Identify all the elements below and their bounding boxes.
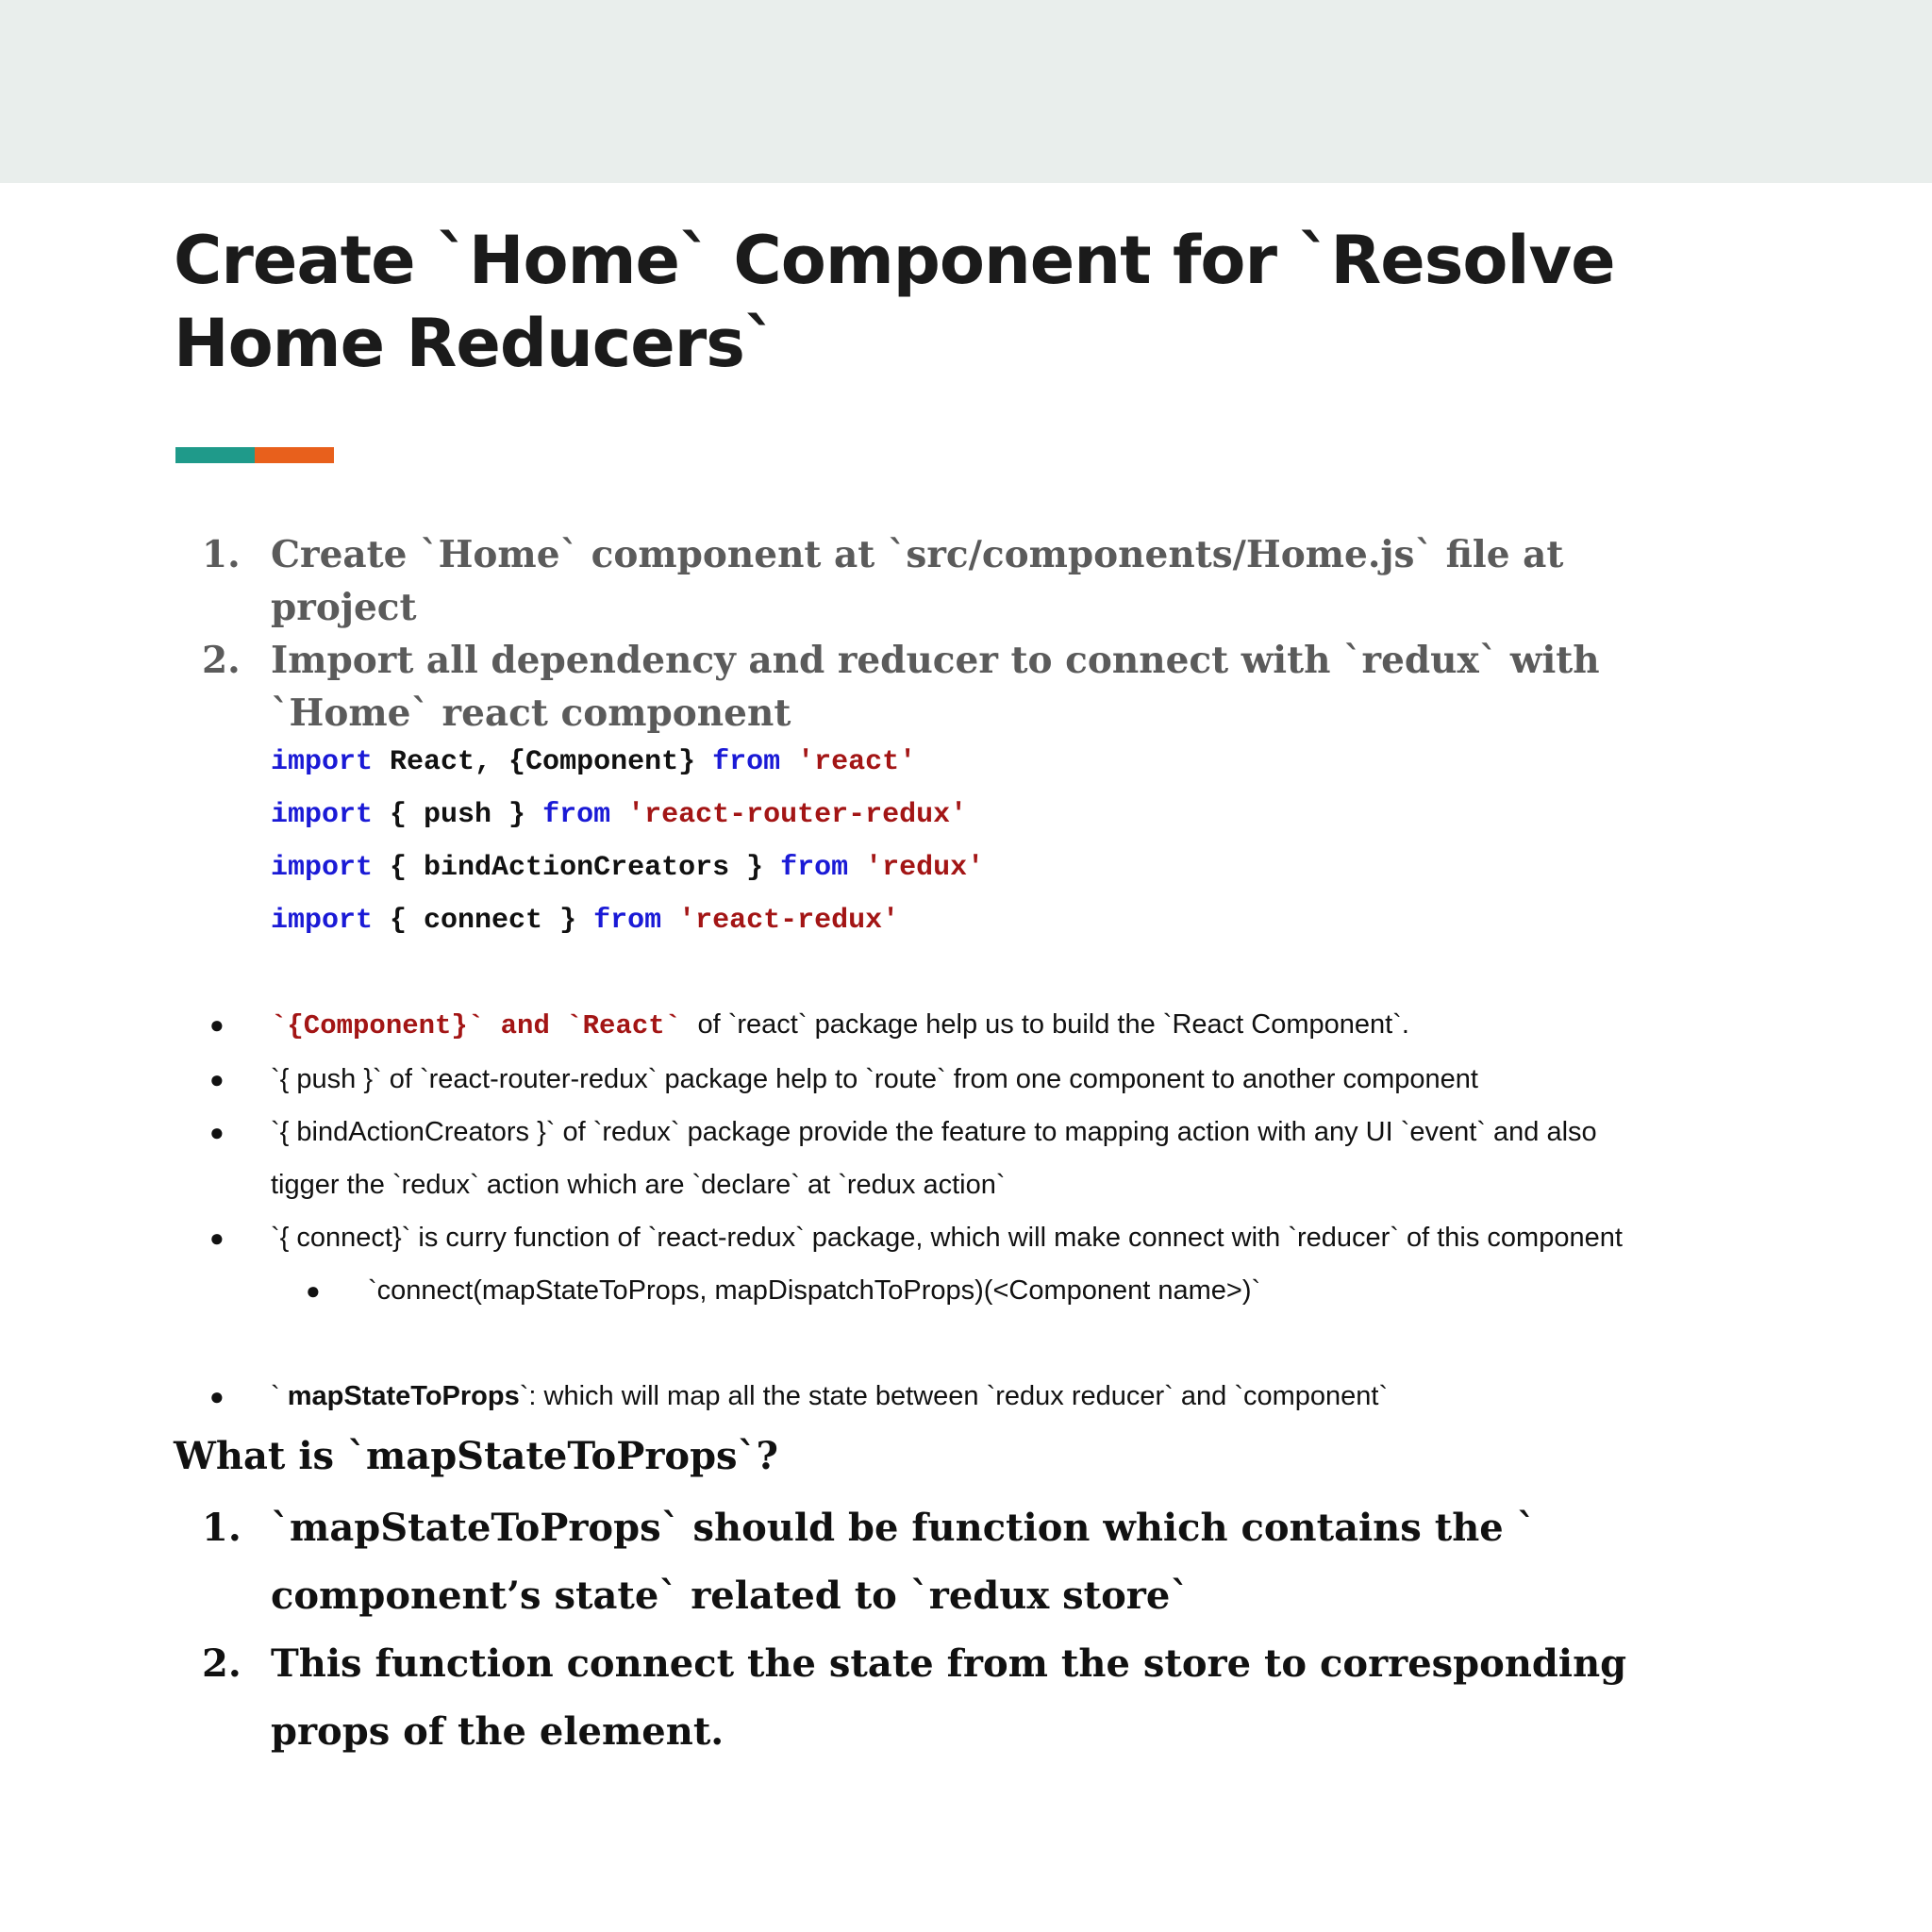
- bullet-list: [0, 998, 1932, 1423]
- code-string: 'react-redux': [678, 905, 900, 937]
- bullet-keyword: mapStateToProps: [287, 1381, 520, 1411]
- code-string: 'redux': [865, 852, 985, 884]
- sub-bullet-item: [0, 1264, 1840, 1317]
- code-string: 'react-router-redux': [627, 799, 968, 831]
- bullet-item: [0, 1106, 1742, 1211]
- step-text: Create `Home` component at `src/components/Home.js` file at project: [271, 533, 1564, 629]
- code-text: [610, 799, 627, 831]
- accent-bar: [175, 447, 334, 463]
- code-text: { bindActionCreators }: [373, 852, 781, 884]
- step-number: 1.: [202, 533, 241, 576]
- bullet-text: `: which will map all the state between `redux reducer` and `component`: [519, 1381, 1389, 1411]
- code-text: [661, 905, 678, 937]
- step-text: Import all dependency and reducer to connect with `redux` with `Home` react component: [271, 639, 1600, 735]
- code-line: [271, 841, 984, 894]
- answer-text: `mapStateToProps` should be function which contains the ` component’s state` related to `redux store`: [271, 1506, 1536, 1618]
- code-keyword: from: [712, 746, 781, 778]
- answers-list: [0, 1494, 1932, 1766]
- bullet-dot: ●: [209, 1382, 225, 1410]
- answer-number: 2.: [202, 1641, 242, 1686]
- header-band: [0, 0, 1932, 183]
- bullet-prefix: `: [271, 1381, 288, 1411]
- code-line: [271, 894, 984, 947]
- bullet-text: `{ connect}` is curry function of `react-redux` package, which will make connect with `reducer` of this component: [271, 1223, 1623, 1253]
- bullet-code: `{Component}` and `React`: [271, 1010, 698, 1041]
- code-line: [271, 789, 984, 841]
- bullet-item: [0, 1211, 1742, 1264]
- slide-title: Create `Home` Component for `Resolve Home Reducers`: [174, 222, 1615, 382]
- bullet-text: of `react` package help us to build the `React Component`.: [697, 1009, 1409, 1040]
- bullet-dot: ●: [209, 1010, 225, 1039]
- code-block: [271, 736, 984, 947]
- bullet-text: `{ push }` of `react-router-redux` package help to `route` from one component to another component: [271, 1064, 1478, 1094]
- section-heading: What is `mapStateToProps`?: [174, 1434, 778, 1478]
- step-number: 2.: [202, 639, 241, 682]
- bullet-item: [0, 1053, 1742, 1106]
- code-keyword: import: [271, 799, 374, 831]
- bullet-dot: ●: [209, 1118, 225, 1146]
- spacer: [0, 1317, 1932, 1370]
- code-string: 'react': [797, 746, 917, 778]
- code-keyword: from: [542, 799, 611, 831]
- code-keyword: import: [271, 905, 374, 937]
- answer-text: This function connect the state from the store to corresponding props of the element.: [271, 1641, 1627, 1754]
- code-text: { push }: [373, 799, 543, 831]
- accent-bar-teal: [175, 447, 255, 463]
- code-text: { connect }: [373, 905, 594, 937]
- step-item: [0, 528, 1686, 634]
- bullet-item: [0, 1370, 1742, 1423]
- bullet-text-continued: tigger the `redux` action which are `declare` at `redux action`: [271, 1170, 1006, 1200]
- bullet-dot: ●: [209, 1224, 225, 1252]
- steps-list: [0, 528, 1932, 740]
- bullet-text: `connect(mapStateToProps, mapDispatchToProps)(<Component name>)`: [368, 1275, 1261, 1306]
- bullet-dot: ●: [306, 1276, 321, 1305]
- code-keyword: from: [593, 905, 662, 937]
- code-text: [780, 746, 797, 778]
- bullet-dot: ●: [209, 1065, 225, 1093]
- accent-bar-orange: [255, 447, 334, 463]
- bullet-item: [0, 998, 1742, 1053]
- bullet-text: `{ bindActionCreators }` of `redux` package provide the feature to mapping action with any UI `event` and also: [271, 1117, 1597, 1147]
- code-text: React, {Component}: [373, 746, 713, 778]
- code-keyword: import: [271, 746, 374, 778]
- code-keyword: from: [780, 852, 849, 884]
- answer-number: 1.: [202, 1506, 242, 1550]
- step-item: [0, 634, 1686, 740]
- code-keyword: import: [271, 852, 374, 884]
- code-line: [271, 736, 984, 789]
- answer-item: [0, 1494, 1742, 1630]
- code-text: [848, 852, 865, 884]
- answer-item: [0, 1630, 1742, 1766]
